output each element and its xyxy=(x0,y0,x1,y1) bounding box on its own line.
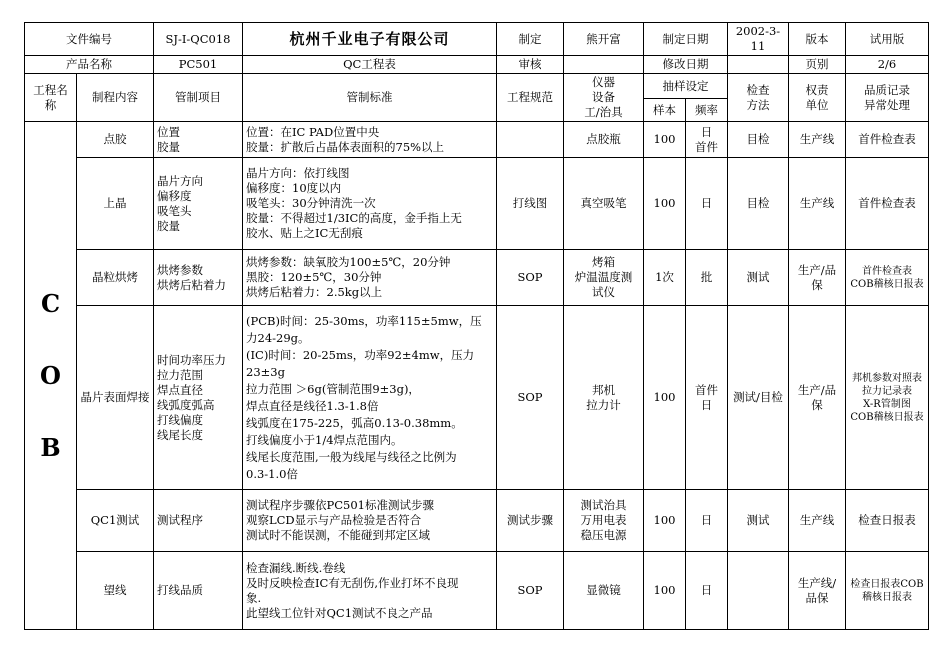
row-frequency xyxy=(686,490,728,552)
freq-line: 日 xyxy=(700,124,713,139)
row-responsible xyxy=(789,158,846,250)
standard-line: (IC)时间：20-25ms，功率92±4mw，压力 xyxy=(246,347,475,362)
date-label: 制定日期 xyxy=(644,23,728,56)
resp-line: 生产线 xyxy=(799,196,835,210)
row-items xyxy=(154,158,243,250)
row-items xyxy=(154,490,243,552)
row-standard xyxy=(243,250,497,306)
record-line: COB稽核日报表 xyxy=(850,411,924,423)
standard-line: 偏移度：10度以内 xyxy=(246,181,342,195)
row-method: 测试 xyxy=(728,490,789,552)
row-item: 位置 xyxy=(157,124,180,139)
record-line: 首件检查表 xyxy=(858,132,916,146)
instrument-line: 拉力计 xyxy=(586,397,621,412)
row-content: 晶片表面焊接 xyxy=(77,306,154,490)
standard-line: 线弧度在175-225，弧高0.13-0.38mm。 xyxy=(246,415,463,430)
table-row xyxy=(25,306,929,490)
col-method-line: 方法 xyxy=(746,97,770,112)
record-line: 首件检查表 xyxy=(862,265,912,277)
standard-line: 位置：在IC PAD位置中央 xyxy=(246,124,380,139)
resp-line: 品保 xyxy=(805,590,829,605)
table-row xyxy=(25,552,929,630)
process-letter: O xyxy=(40,360,61,390)
row-content: 望线 xyxy=(77,552,154,630)
row-sample: 100 xyxy=(644,306,686,490)
row-method: 目检 xyxy=(728,122,789,158)
col-responsible xyxy=(789,74,846,122)
instrument-line: 炉温温度测 xyxy=(574,270,633,284)
qc-process-sheet xyxy=(24,22,928,630)
row-frequency xyxy=(686,306,728,490)
standard-line: 胶量：不得超过1/3IC的高度，金手指上无 xyxy=(246,211,462,225)
standard-line: 象. xyxy=(246,590,262,605)
row-item: 拉力范围 xyxy=(157,367,203,382)
version: 试用版 xyxy=(846,23,929,56)
review-label: 审核 xyxy=(497,56,564,74)
standard-line: 23±3g xyxy=(246,364,285,379)
row-item: 打线品质 xyxy=(157,583,203,597)
row-frequency xyxy=(686,158,728,250)
resp-line: 生产线 xyxy=(799,132,835,146)
row-instrument xyxy=(564,158,644,250)
row-spec: SOP xyxy=(497,552,564,630)
row-instrument xyxy=(564,490,644,552)
row-frequency xyxy=(686,250,728,306)
form-title: QC工程表 xyxy=(243,56,497,74)
row-sample: 100 xyxy=(644,490,686,552)
row-method: 测试/目检 xyxy=(728,306,789,490)
prepared-label: 制定 xyxy=(497,23,564,56)
row-spec: SOP xyxy=(497,306,564,490)
row-item: 晶片方向 xyxy=(157,173,203,188)
instrument-line: 真空吸笔 xyxy=(580,196,627,210)
instrument-line: 邦机 xyxy=(592,382,615,397)
process-letter: C xyxy=(40,288,61,318)
standard-line: 观察LCD显示与产品检验是否符合 xyxy=(246,513,422,527)
col-record-line: 异常处理 xyxy=(864,97,910,112)
company-name: 杭州千业电子有限公司 xyxy=(243,23,497,56)
row-sample: 100 xyxy=(644,552,686,630)
row-item: 偏移度 xyxy=(157,188,192,203)
standard-line: 此望线工位针对QC1测试不良之产品 xyxy=(246,605,433,620)
standard-line: 胶量：扩散后占晶体表面积的75%以上 xyxy=(246,139,445,154)
row-item: 胶量 xyxy=(157,139,180,154)
instrument-line: 稳压电源 xyxy=(580,528,627,542)
row-instrument xyxy=(564,306,644,490)
standard-line: 测试程序步骤依PC501标准测试步骤 xyxy=(246,498,434,512)
table-row xyxy=(25,250,929,306)
instrument-line: 显微镜 xyxy=(586,583,621,597)
col-control-item: 管制项目 xyxy=(154,74,243,122)
row-item: 线尾长度 xyxy=(157,427,203,442)
col-method xyxy=(728,74,789,122)
row-content: QC1测试 xyxy=(77,490,154,552)
row-content: 晶粒烘烤 xyxy=(77,250,154,306)
col-responsible-line: 单位 xyxy=(805,97,829,112)
table-row xyxy=(25,158,929,250)
standard-line: 及时反映检查IC有无刮伤,作业打坏不良现 xyxy=(246,575,459,590)
row-sample: 100 xyxy=(644,158,686,250)
row-record xyxy=(846,306,929,490)
resp-line: 保 xyxy=(811,277,823,292)
process-name-cob xyxy=(25,122,77,630)
page-label: 页别 xyxy=(789,56,846,74)
standard-line: 检查漏线.断线.卷线 xyxy=(246,560,346,575)
header-row-1 xyxy=(25,23,929,56)
record-line: 拉力记录表 xyxy=(862,385,912,397)
standard-line: 测试时不能误测，不能碰到邦定区域 xyxy=(246,528,430,542)
col-method-line: 检查 xyxy=(746,82,770,97)
record-line: 稽核日报表 xyxy=(862,591,912,603)
product: PC501 xyxy=(154,56,243,74)
row-record xyxy=(846,122,929,158)
freq-line: 日 xyxy=(700,513,713,527)
row-item: 线弧度弧高 xyxy=(157,397,215,412)
qc-table xyxy=(24,22,929,630)
row-record xyxy=(846,158,929,250)
row-content: 点胶 xyxy=(77,122,154,158)
row-content: 上晶 xyxy=(77,158,154,250)
record-line: X-R管制图 xyxy=(863,398,911,410)
row-item: 时间功率压力 xyxy=(157,352,226,367)
instrument-line: 烤箱 xyxy=(592,255,615,269)
row-standard xyxy=(243,122,497,158)
row-record xyxy=(846,490,929,552)
standard-line: 力24-29g。 xyxy=(246,330,310,345)
doc-no-label: 文件编号 xyxy=(25,23,154,56)
row-sample: 1次 xyxy=(644,250,686,306)
row-item: 吸笔头 xyxy=(157,203,192,218)
standard-line: 吸笔头：30分钟清洗一次 xyxy=(246,196,376,210)
revise-label: 修改日期 xyxy=(644,56,728,74)
table-row xyxy=(25,490,929,552)
freq-line: 日 xyxy=(700,196,713,210)
col-instrument-line: 工/治具 xyxy=(584,105,623,119)
col-sampling: 抽样设定 xyxy=(644,74,728,99)
col-sample: 样本 xyxy=(644,99,686,122)
record-line: 首件检查表 xyxy=(858,196,916,210)
standard-line: (PCB)时间：25-30ms，功率115±5mw，压 xyxy=(246,313,482,328)
col-instrument xyxy=(564,74,644,122)
row-items xyxy=(154,122,243,158)
col-instrument-line: 仪器 xyxy=(592,75,615,89)
row-sample: 100 xyxy=(644,122,686,158)
resp-line: 生产/品 xyxy=(797,262,837,277)
freq-line: 首件 xyxy=(695,139,718,154)
col-process-spec: 工程规范 xyxy=(497,74,564,122)
freq-line: 首件 xyxy=(695,382,718,397)
standard-line: 0.3-1.0倍 xyxy=(246,466,298,481)
standard-line: 拉力范围 ＞6g(管制范围9±3g)， xyxy=(246,381,420,396)
header-row-2 xyxy=(25,56,929,74)
row-items xyxy=(154,552,243,630)
row-standard xyxy=(243,552,497,630)
row-method: 目检 xyxy=(728,158,789,250)
record-line: 检查日报表COB xyxy=(850,578,924,590)
row-spec: SOP xyxy=(497,250,564,306)
record-line: COB稽核日报表 xyxy=(850,278,924,290)
column-header-row-1 xyxy=(25,74,929,99)
process-letter: B xyxy=(40,432,61,462)
row-responsible xyxy=(789,552,846,630)
col-instrument-line: 设备 xyxy=(592,90,615,104)
col-control-standard: 管制标准 xyxy=(243,74,497,122)
row-item: 胶量 xyxy=(157,218,180,233)
col-process-name: 工程名称 xyxy=(25,74,77,122)
resp-line: 生产线/ xyxy=(797,575,837,590)
doc-no: SJ-I-QC018 xyxy=(154,23,243,56)
col-record-line: 品质记录 xyxy=(864,82,910,97)
row-record xyxy=(846,552,929,630)
product-label: 产品名称 xyxy=(25,56,154,74)
row-standard xyxy=(243,490,497,552)
col-content: 制程内容 xyxy=(77,74,154,122)
row-responsible xyxy=(789,490,846,552)
row-record xyxy=(846,250,929,306)
version-label: 版本 xyxy=(789,23,846,56)
row-items xyxy=(154,250,243,306)
resp-line: 生产/品 xyxy=(797,382,837,397)
row-method: 测试 xyxy=(728,250,789,306)
instrument-line: 点胶瓶 xyxy=(586,132,621,146)
standard-line: 烘烤参数：缺氧胶为100±5℃，20分钟 xyxy=(246,255,451,269)
standard-line: 打线偏度小于1/4焊点范围内。 xyxy=(246,432,403,447)
standard-line: 线尾长度范围,一般为线尾与线径之比例为 xyxy=(246,449,457,464)
row-spec: 测试步骤 xyxy=(497,490,564,552)
record-line: 检查日报表 xyxy=(858,513,916,527)
row-responsible xyxy=(789,250,846,306)
record-line: 邦机参数对照表 xyxy=(852,372,922,384)
row-instrument xyxy=(564,552,644,630)
row-spec: 打线图 xyxy=(497,158,564,250)
resp-line: 生产线 xyxy=(799,513,835,527)
row-item: 测试程序 xyxy=(157,513,203,527)
col-record xyxy=(846,74,929,122)
row-spec xyxy=(497,122,564,158)
col-responsible-line: 权责 xyxy=(805,82,829,97)
row-method xyxy=(728,552,789,630)
instrument-line: 测试治具 xyxy=(580,498,627,512)
row-responsible xyxy=(789,122,846,158)
date: 2002-3-11 xyxy=(728,23,789,56)
freq-line: 批 xyxy=(700,270,713,284)
row-responsible xyxy=(789,306,846,490)
table-row xyxy=(25,122,929,158)
prepared-by: 熊开富 xyxy=(564,23,644,56)
row-item: 焊点直径 xyxy=(157,382,203,397)
reviewer xyxy=(564,56,644,74)
row-items xyxy=(154,306,243,490)
row-frequency xyxy=(686,552,728,630)
col-frequency: 频率 xyxy=(686,99,728,122)
row-instrument xyxy=(564,250,644,306)
row-standard xyxy=(243,158,497,250)
standard-line: 晶片方向：依打线图 xyxy=(246,166,350,180)
standard-line: 焊点直径是线径1.3-1.8倍 xyxy=(246,398,379,413)
row-item: 烘烤参数 xyxy=(157,262,203,277)
standard-line: 烘烤后粘着力：2.5kg以上 xyxy=(246,285,383,299)
standard-line: 胶水、贴上之IC无刮痕 xyxy=(246,226,363,240)
row-instrument xyxy=(564,122,644,158)
instrument-line: 万用电表 xyxy=(580,513,627,527)
freq-line: 日 xyxy=(700,583,713,597)
resp-line: 保 xyxy=(811,397,823,412)
page-number: 2/6 xyxy=(846,56,929,74)
row-standard xyxy=(243,306,497,490)
row-frequency xyxy=(686,122,728,158)
instrument-line: 试仪 xyxy=(592,285,615,299)
row-item: 打线偏度 xyxy=(157,412,203,427)
freq-line: 日 xyxy=(700,397,713,412)
revise-date xyxy=(728,56,789,74)
row-item: 烘烤后粘着力 xyxy=(157,277,226,292)
standard-line: 黑胶：120±5℃，30分钟 xyxy=(246,270,382,284)
